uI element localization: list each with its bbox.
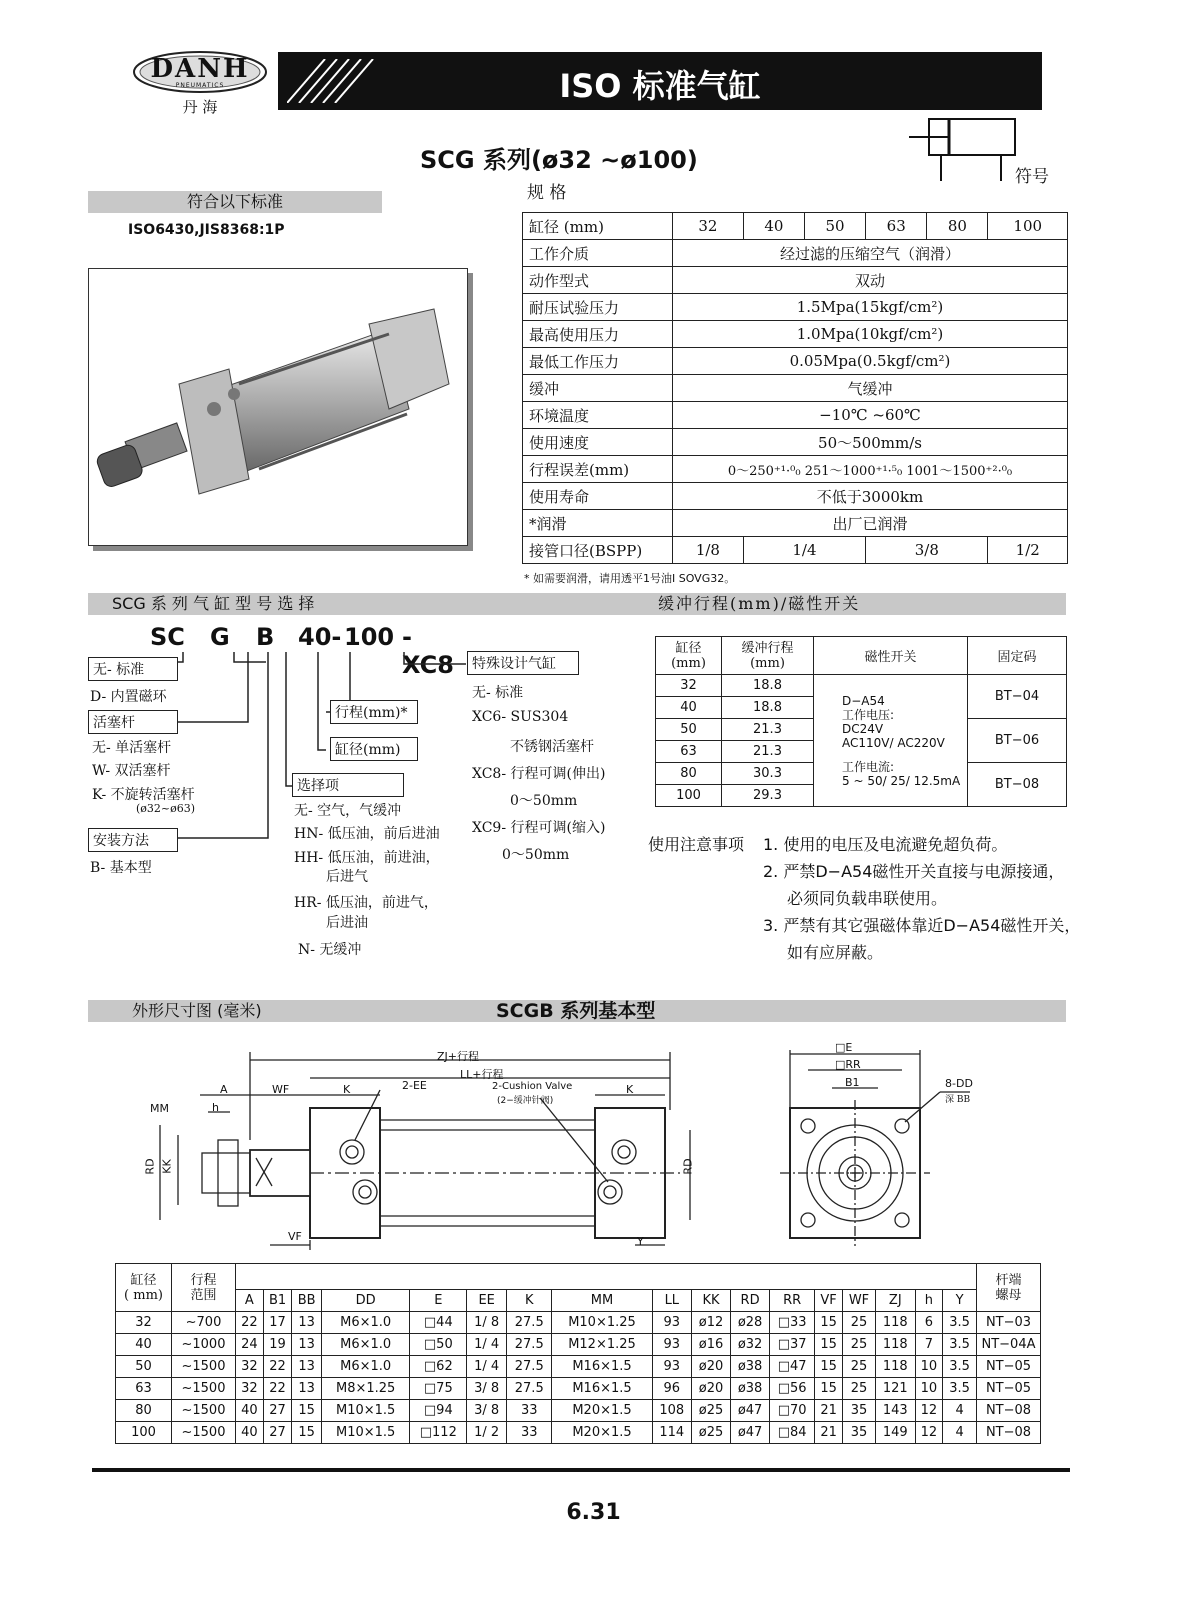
dim-header-h: h — [915, 1290, 943, 1312]
box-standard: 无- 标准 — [88, 657, 178, 681]
option-3: HR- 低压油，前进气， — [294, 895, 438, 911]
special-3: XC9- 行程可调(缩入) — [472, 820, 606, 836]
dim-header-y: Y — [943, 1290, 977, 1312]
brand-name: DANH — [150, 54, 250, 84]
table-cell: 15 — [815, 1312, 843, 1334]
table-cell: 3.5 — [943, 1378, 977, 1400]
table-cell: M20×1.5 — [552, 1400, 652, 1422]
table-cell: 118 — [876, 1312, 915, 1334]
table-cell: 24 — [236, 1334, 264, 1356]
box-piston: 活塞杆 — [88, 710, 178, 734]
label-mm: MM — [150, 1102, 169, 1115]
table-cell: 32 — [236, 1356, 264, 1378]
table-cell: ø32 — [731, 1334, 770, 1356]
symbol-label: 符号 — [1015, 167, 1049, 187]
table-cell: □62 — [410, 1356, 467, 1378]
dim-header-a: A — [236, 1290, 264, 1312]
table-cell: ø25 — [692, 1400, 731, 1422]
dim-header-ee: EE — [467, 1290, 507, 1312]
table-cell: 21 — [815, 1422, 843, 1444]
table-cell: M10×1.25 — [552, 1312, 652, 1334]
side-view-drawing — [140, 1040, 720, 1255]
table-cell: ~1500 — [172, 1378, 236, 1400]
label-rr: □RR — [835, 1058, 861, 1071]
table-cell: ø20 — [692, 1356, 731, 1378]
table-cell: M6×1.0 — [321, 1334, 409, 1356]
table-cell: □84 — [770, 1422, 815, 1444]
brand-sub: PNEUMATICS — [175, 82, 225, 89]
dim-header-b1: B1 — [263, 1290, 292, 1312]
table-cell: NT−08 — [977, 1422, 1041, 1444]
label-ee: 2-EE — [402, 1079, 427, 1092]
table-cell: ø16 — [692, 1334, 731, 1356]
box-stroke: 行程(mm)* — [330, 700, 418, 724]
label-cushion: 2-Cushion Valve — [492, 1081, 573, 1092]
label-ll: LL+行程 — [460, 1068, 504, 1081]
label-k: K — [343, 1083, 351, 1096]
table-cell: 3/ 8 — [467, 1400, 507, 1422]
dimension-table: 缸径 ( mm) 行程 范围 杆端 螺母 A B1 BB DD E EE K MM LL KK RD RR VF WF ZJ h Y 32 ~700 22 17 13 M6×1.0 □44 1/ 8 27.5 M10×1.25 93 ø12 ø28 □33 15 25 118 6 3.5 NT−03 40 ~1000 24 19 13 M6×1.0 □50 1/ 4 27.5 M12×1.25 93 ø16 ø32 □37 15 25 118 7 3.5 NT−04A 50 ~1500 32 22 13 M6×1.0 □62 1/ 4 27.5 M16×1.5 93 ø20 ø38 □47 15 25 118 10 3.5 NT−05 63 ~1500 32 22 13 M8×1.25 □75 3/ 8 27.5 M16×1.5 96 ø20 ø38 □56 15 25 121 10 3.5 NT−05 80 ~1500 40 27 15 M10×1.5 □94 3/ 8 33 M20×1.5 108 ø25 ø47 □70 21 35 143 12 4 NT−08 100 ~1500 40 27 15 M10×1.5 □112 1/ 2 33 M20×1.5 114 ø25 ø47 □84 21 35 149 12 4 NT−08 — [115, 1263, 1041, 1444]
spec-label: 规 格 — [527, 183, 567, 203]
table-cell: ~1500 — [172, 1400, 236, 1422]
label-rd2: RD — [681, 1158, 695, 1175]
note-2b: 必须同负载串联使用。 — [787, 889, 948, 908]
table-cell: 1/ 4 — [467, 1356, 507, 1378]
table-cell: 27 — [263, 1400, 292, 1422]
cushion-table: 缸径 (mm) 缓冲行程 (mm) 磁性开关 固定码 32 18.8 D−A54 工作电压: DC24V AC110V/ AC220V 工作电流: 5 ~ 50/ 25/ 12.5mA BT−04 40 18.8 50 21.3 BT−06 63 21.3 80 30.3 BT−08 100 29.3 — [655, 636, 1067, 807]
note-1: 1. 使用的电压及电流避免超负荷。 — [763, 835, 1008, 854]
table-cell: 1/ 2 — [467, 1422, 507, 1444]
label-a: A — [220, 1083, 228, 1096]
table-cell: 15 — [815, 1356, 843, 1378]
table-cell: 96 — [652, 1378, 691, 1400]
table-cell: 80 — [116, 1400, 172, 1422]
label-kk: KK — [160, 1159, 174, 1174]
option-2b: 后进气 — [326, 869, 368, 885]
label-zj: ZJ+行程 — [437, 1050, 479, 1063]
dim-header-e: E — [410, 1290, 467, 1312]
table-row — [116, 1312, 1041, 1334]
table-cell: 1/ 8 — [467, 1312, 507, 1334]
table-cell: 6 — [915, 1312, 943, 1334]
table-cell: ø47 — [731, 1422, 770, 1444]
special-2b: 0～50mm — [510, 793, 578, 809]
table-cell: 10 — [915, 1378, 943, 1400]
option-4: N- 无缓冲 — [298, 942, 362, 958]
table-cell: 25 — [842, 1356, 875, 1378]
label-h: h — [212, 1101, 219, 1114]
table-cell: 93 — [652, 1356, 691, 1378]
spec-table: 缸径 (mm) 32 40 50 63 80 100 工作介质 经过滤的压缩空气（润滑） 动作型式 双动 耐压试验压力 1.5Mpa(15kgf/cm²) 最高使用压力 1.0Mpa(10kgf/cm²) 最低工作压力 0.05Mpa(0.5kgf/cm²) 缓冲 气缓冲 环境温度 −10℃ ~60℃ 使用速度 50～500mm/s 行程误差(mm) 0～250⁺¹·⁰₀ 251～1000⁺¹·⁵₀ 1001～1500⁺²·⁰₀ 使用寿命 不低于3000km *润滑 出厂已润滑 接管口径(BSPP) 1/8 1/4 3/8 1/2 — [522, 212, 1068, 564]
table-cell: 93 — [652, 1334, 691, 1356]
standards-bar: 符合以下标准 — [88, 191, 382, 213]
table-cell: ~1500 — [172, 1356, 236, 1378]
table-cell: □47 — [770, 1356, 815, 1378]
box-mount: 安装方法 — [88, 828, 178, 852]
label-cushion-cn: (2−缓冲针阀) — [497, 1096, 554, 1106]
table-cell: 25 — [842, 1334, 875, 1356]
page-title: ISO 标准气缸 — [559, 67, 761, 105]
table-cell: □56 — [770, 1378, 815, 1400]
table-cell: 7 — [915, 1334, 943, 1356]
table-cell: 10 — [915, 1356, 943, 1378]
table-row — [116, 1400, 1041, 1422]
note-2: 2. 严禁D−A54磁性开关直接与电源接通， — [763, 862, 1065, 881]
table-cell: 22 — [263, 1356, 292, 1378]
table-cell: 4 — [943, 1400, 977, 1422]
table-cell: ø38 — [731, 1356, 770, 1378]
table-cell: NT−05 — [977, 1378, 1041, 1400]
table-cell: 1/ 4 — [467, 1334, 507, 1356]
dim-header-vf: VF — [815, 1290, 843, 1312]
dim-header-zj: ZJ — [876, 1290, 915, 1312]
option-2: HH- 低压油，前进油， — [294, 850, 440, 866]
box-bore: 缸径(mm) — [330, 737, 418, 761]
label-b1: B1 — [845, 1076, 860, 1089]
option-3b: 后进油 — [326, 915, 368, 931]
table-cell: 22 — [263, 1378, 292, 1400]
table-cell: M16×1.5 — [552, 1378, 652, 1400]
table-cell: 15 — [292, 1400, 322, 1422]
table-cell: ~1500 — [172, 1422, 236, 1444]
switch-spec: D−A54 工作电压: DC24V AC110V/ AC220V 工作电流: 5 ~ 50/ 25/ 12.5mA — [814, 675, 968, 807]
table-cell: M6×1.0 — [321, 1312, 409, 1334]
special-2: XC8- 行程可调(伸出) — [472, 766, 606, 782]
table-cell: 17 — [263, 1312, 292, 1334]
dim-header-rr: RR — [770, 1290, 815, 1312]
table-cell: 108 — [652, 1400, 691, 1422]
footer-rule — [92, 1468, 1070, 1472]
table-cell: 40 — [236, 1422, 264, 1444]
option-1: HN- 低压油，前后进油 — [294, 826, 440, 842]
table-cell: □37 — [770, 1334, 815, 1356]
table-cell: 25 — [842, 1312, 875, 1334]
note-magnet: D- 内置磁环 — [90, 689, 167, 705]
dim-header-kk: KK — [692, 1290, 731, 1312]
label-vf: VF — [288, 1230, 302, 1243]
table-cell: 100 — [116, 1422, 172, 1444]
box-special: 特殊设计气缸 — [467, 651, 579, 675]
table-cell: 4 — [943, 1422, 977, 1444]
table-cell: M6×1.0 — [321, 1356, 409, 1378]
table-cell: 93 — [652, 1312, 691, 1334]
table-cell: M10×1.5 — [321, 1400, 409, 1422]
table-cell: 35 — [842, 1422, 875, 1444]
dim-header-k: K — [507, 1290, 552, 1312]
table-cell: 63 — [116, 1378, 172, 1400]
table-cell: 118 — [876, 1334, 915, 1356]
cylinder-symbol — [905, 115, 1025, 185]
table-cell: NT−05 — [977, 1356, 1041, 1378]
table-cell: □112 — [410, 1422, 467, 1444]
table-cell: 35 — [842, 1400, 875, 1422]
table-cell: 33 — [507, 1422, 552, 1444]
table-cell: □94 — [410, 1400, 467, 1422]
page-number: 6.31 — [566, 1500, 621, 1525]
table-cell: 27 — [263, 1422, 292, 1444]
special-0: 无- 标准 — [472, 685, 524, 701]
table-cell: 12 — [915, 1400, 943, 1422]
table-cell: NT−03 — [977, 1312, 1041, 1334]
table-cell: 121 — [876, 1378, 915, 1400]
table-cell: 15 — [815, 1334, 843, 1356]
table-cell: □50 — [410, 1334, 467, 1356]
table-cell: 27.5 — [507, 1356, 552, 1378]
note-nonrotate-range: (ø32~ø63) — [136, 802, 196, 815]
table-cell: 50 — [116, 1356, 172, 1378]
standards-text: ISO6430,JIS8368:1P — [128, 222, 285, 238]
table-cell: ø12 — [692, 1312, 731, 1334]
product-photo — [88, 268, 468, 546]
table-cell: NT−04A — [977, 1334, 1041, 1356]
table-cell: 3/ 8 — [467, 1378, 507, 1400]
table-cell: M12×1.25 — [552, 1334, 652, 1356]
table-row — [116, 1422, 1041, 1444]
notes-label: 使用注意事项 — [648, 835, 745, 854]
table-cell: 3.5 — [943, 1312, 977, 1334]
table-cell: 21 — [815, 1400, 843, 1422]
table-cell: □33 — [770, 1312, 815, 1334]
table-cell: 25 — [842, 1378, 875, 1400]
dim-header-dd: DD — [321, 1290, 409, 1312]
table-cell: 149 — [876, 1422, 915, 1444]
table-cell: 13 — [292, 1378, 322, 1400]
table-cell: 3.5 — [943, 1334, 977, 1356]
table-cell: 114 — [652, 1422, 691, 1444]
special-3b: 0～50mm — [502, 847, 570, 863]
special-1: XC6- SUS304 — [472, 709, 569, 725]
table-cell: 27.5 — [507, 1312, 552, 1334]
table-cell: 40 — [116, 1334, 172, 1356]
note-nonrotate: K- 不旋转活塞杆 — [92, 787, 195, 803]
dim-header-bb: BB — [292, 1290, 322, 1312]
label-bb: 深 BB — [945, 1095, 971, 1105]
dim-header-ll: LL — [652, 1290, 691, 1312]
spec-footnote: * 如需要润滑，请用透平1号油I SOVG32。 — [524, 572, 736, 585]
table-cell: ø25 — [692, 1422, 731, 1444]
table-cell: 19 — [263, 1334, 292, 1356]
series-title: SCG 系列(ø32 ~ø100) — [420, 146, 698, 174]
label-y: Y — [637, 1235, 644, 1248]
table-cell: 40 — [236, 1400, 264, 1422]
table-cell: 33 — [507, 1400, 552, 1422]
table-cell: 13 — [292, 1334, 322, 1356]
title-banner — [278, 52, 1042, 110]
table-cell: 15 — [815, 1378, 843, 1400]
table-cell: M20×1.5 — [552, 1422, 652, 1444]
table-cell: 27.5 — [507, 1334, 552, 1356]
dimension-bar: 外形尺寸图 (毫米) SCGB 系列基本型 — [88, 1000, 1066, 1022]
table-cell: ø38 — [731, 1378, 770, 1400]
note-3b: 如有应屏蔽。 — [787, 943, 884, 962]
table-cell: 13 — [292, 1312, 322, 1334]
table-cell: M16×1.5 — [552, 1356, 652, 1378]
table-cell: ø20 — [692, 1378, 731, 1400]
table-cell: 12 — [915, 1422, 943, 1444]
model-bar: SCG 系 列 气 缸 型 号 选 择 缓冲行程(mm)/磁性开关 — [88, 593, 1066, 615]
label-rd: RD — [143, 1158, 157, 1175]
box-option: 选择项 — [292, 773, 404, 797]
dim-header-wf: WF — [842, 1290, 875, 1312]
table-cell: ø47 — [731, 1400, 770, 1422]
note-double-rod: W- 双活塞杆 — [92, 763, 171, 779]
table-cell: ~1000 — [172, 1334, 236, 1356]
table-cell: □44 — [410, 1312, 467, 1334]
note-3: 3. 严禁有其它强磁体靠近D−A54磁性开关， — [763, 916, 1081, 935]
table-cell: M8×1.25 — [321, 1378, 409, 1400]
note-basic: B- 基本型 — [90, 860, 152, 876]
table-cell: 3.5 — [943, 1356, 977, 1378]
front-view-drawing — [780, 1040, 1000, 1250]
table-cell: 15 — [292, 1422, 322, 1444]
label-k2: K — [626, 1083, 634, 1096]
table-cell: 118 — [876, 1356, 915, 1378]
table-cell: 13 — [292, 1356, 322, 1378]
table-cell: 32 — [236, 1378, 264, 1400]
table-row — [116, 1356, 1041, 1378]
table-row — [116, 1334, 1041, 1356]
table-cell: M10×1.5 — [321, 1422, 409, 1444]
table-row — [116, 1378, 1041, 1400]
table-cell: ø28 — [731, 1312, 770, 1334]
brand-logo — [132, 50, 268, 116]
option-0: 无- 空气，气缓冲 — [294, 803, 402, 819]
table-cell: ~700 — [172, 1312, 236, 1334]
table-cell: 32 — [116, 1312, 172, 1334]
label-dd: 8-DD — [945, 1077, 973, 1090]
label-e: □E — [835, 1041, 853, 1054]
table-cell: NT−08 — [977, 1400, 1041, 1422]
label-wf: WF — [272, 1083, 290, 1096]
table-cell: 143 — [876, 1400, 915, 1422]
dim-header-mm: MM — [552, 1290, 652, 1312]
table-cell: 22 — [236, 1312, 264, 1334]
dim-header-rd: RD — [731, 1290, 770, 1312]
table-cell: 27.5 — [507, 1378, 552, 1400]
table-cell: □70 — [770, 1400, 815, 1422]
table-cell: □75 — [410, 1378, 467, 1400]
special-1b: 不锈钢活塞杆 — [510, 739, 594, 755]
brand-cn: 丹 海 — [182, 98, 218, 116]
note-single-rod: 无- 单活塞杆 — [92, 740, 172, 756]
